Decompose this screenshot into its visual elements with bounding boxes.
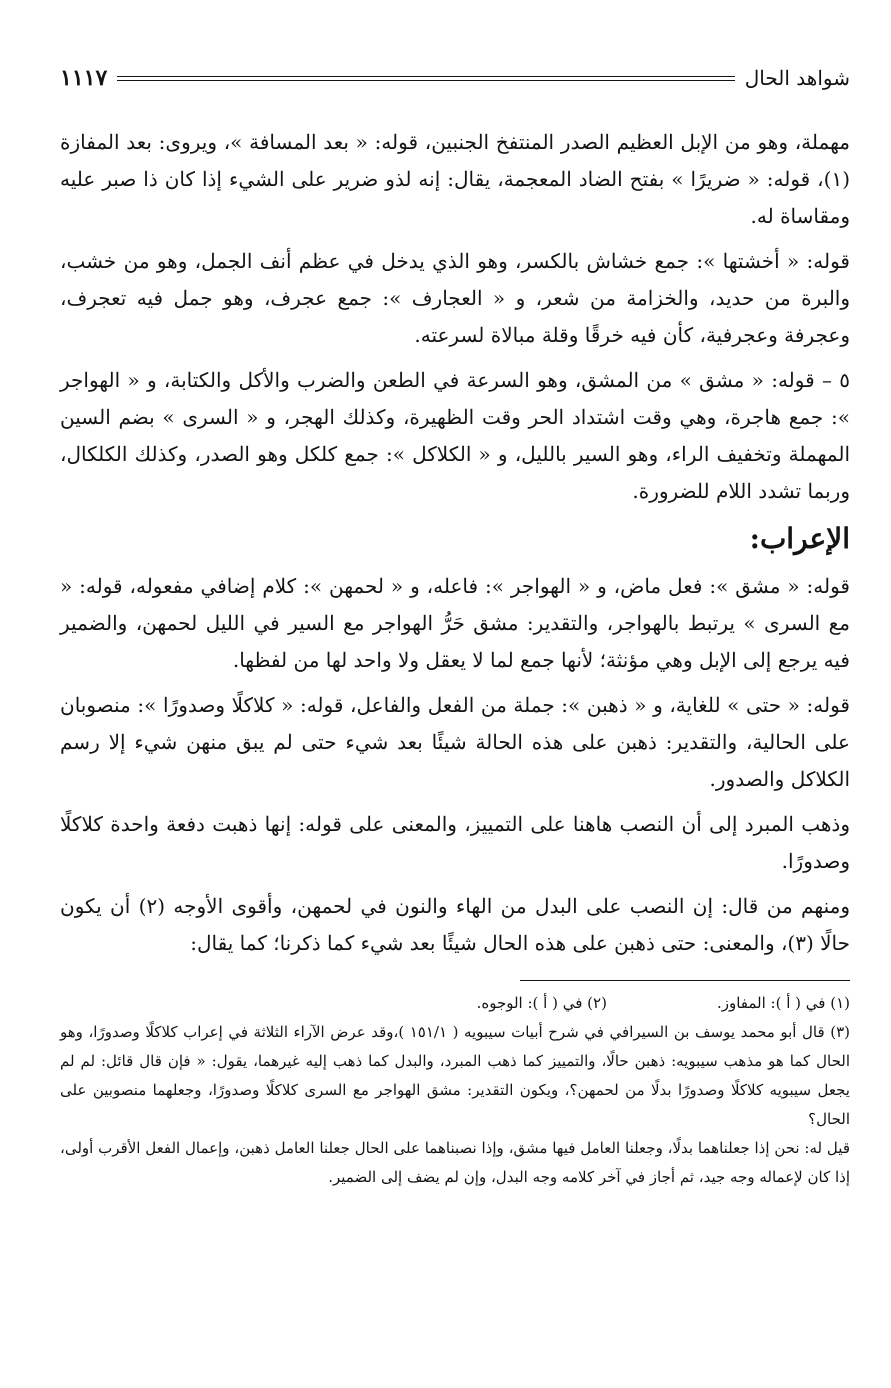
footnote-row [60,989,850,1018]
footnote-2: (٢) في ( أ ): الوجوه. [476,994,607,1012]
footnote-1: (١) في ( أ ): المفاوز. [716,994,850,1012]
footnote-separator [520,980,850,981]
paragraph: قوله: « مشق »: فعل ماض، و « الهواجر »: فاعله، و « لحمهن »: كلام إضافي مفعوله، قوله: « مع السرى » يرتبط بالهواجر، والتقدير: مشق حَرُّ الهواجر مع السير في الليل لحمهن، والضمير فيه يرجع إلى الإبل وهي مؤنثة؛ لأنها جمع لما لا يعقل ولا واحد لها من لفظها. [60,574,850,672]
footnote-3-continued: قيل له: نحن إذا جعلناهما بدلًا، وجعلنا العامل فيها مشق، وإذا نصبناهما على الحال جعلنا العامل ذهبن، وإعمال الفعل الأقرب أولى، إذا كان لإعماله وجه جيد، ثم أجاز في آخر كلامه وجه البدل، وإن لم يضف إلى الضمير. [60,1139,850,1186]
main-text [60,124,850,962]
page-number: ١١١٧ [60,65,108,91]
footnotes [60,989,850,1192]
paragraph: قوله: « أخشتها »: جمع خشاش بالكسر، وهو الذي يدخل في عظم أنف الجمل، وهو من خشب، والبرة من حديد، والخزامة من شعر، و « العجارف »: جمع عجرف، وهو جمل فيه تعجرف، وعجرفة وعجرفية، كأن فيه خرقًا وقلة مبالاة لسرعته. [60,249,850,347]
footnote-3: (٣) قال أبو محمد يوسف بن السيرافي في شرح أبيات سيبويه ( ١٥١/١ )،وقد عرض الآراء الثلاثة في إعراب كلاكلًا وصدورًا، وهو الحال كما هو مذهب سيبويه: ذهبن حالًا، والتمييز كما ذهب المبرد، والبدل كما ذهب إليه غيرهما، يقول: « فإن قال قائل: لم لم يجعل سيبويه كلاكلًا وصدورًا بدلًا من لحمهن؟، ويكون التقدير: مشق الهواجر مع السرى كلاكلًا وصدورًا، وجعلهما منصوبين على الحال؟ [60,1023,850,1128]
section-heading: الإعراب: [749,522,850,555]
paragraph: قوله: « حتى » للغاية، و « ذهبن »: جملة من الفعل والفاعل، قوله: « كلاكلًا وصدورًا »: منصوبان على الحالية، والتقدير: ذهبن على هذه الحالة شيئًا بعد شيء حتى لم يبق منهن شيء إلا رسم الكلاكل والصدور. [60,693,850,791]
header-rule [117,76,735,81]
paragraph: ومنهم من قال: إن النصب على البدل من الهاء والنون في لحمهن، وأقوى الأوجه (٢) أن يكون حالًا (٣)، والمعنى: حتى ذهبن على هذه الحال شيئًا بعد شيء كما ذكرنا؛ كما يقال: [60,894,850,955]
paragraph: ٥ – قوله: « مشق » من المشق، وهو السرعة في الطعن والضرب والأكل والكتابة، و « الهواجر »: جمع هاجرة، وهي وقت اشتداد الحر وقت الظهيرة، وكذلك الهجر، و « السرى » بضم السين المهملة وتخفيف الراء، وهو السير بالليل، و « الكلاكل »: جمع كلكل وهو الصدر، وكذلك الكلكال، وربما تشدد اللام للضرورة. [60,368,850,503]
paragraph: مهملة، وهو من الإبل العظيم الصدر المنتفخ الجنبين، قوله: « بعد المسافة »، ويروى: بعد المفازة (١)، قوله: « ضريرًا » بفتح الضاد المعجمة، يقال: إنه لذو ضرير على الشيء إذا كان ذا صبر عليه ومقاساة له. [60,130,851,228]
paragraph: وذهب المبرد إلى أن النصب هاهنا على التمييز، والمعنى على قوله: إنها ذهبت دفعة واحدة كلاكلًا وصدورًا. [60,812,850,873]
running-header [60,60,850,96]
running-title: شواهد الحال [744,66,850,90]
book-page [60,60,850,1360]
